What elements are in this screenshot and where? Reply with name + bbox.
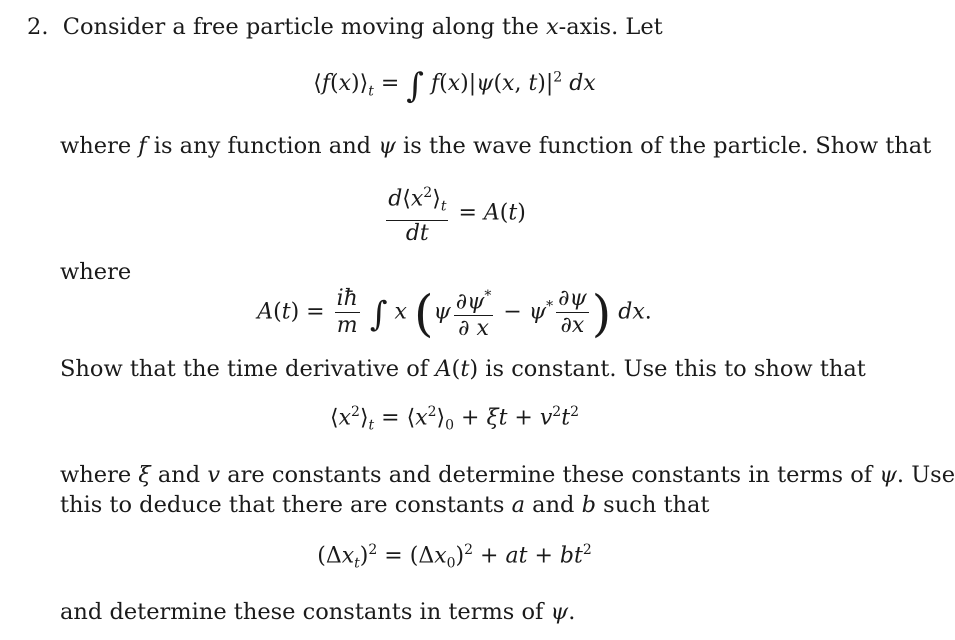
problem-intro: Consider a free particle moving along the x-axis. Let bbox=[55, 14, 663, 40]
text-constants bbox=[60, 460, 955, 520]
fraction-dpsistar-dx: $\frac{\partial\psi^*}{\partial x}$ bbox=[454, 283, 494, 342]
where-label: where bbox=[60, 259, 132, 285]
equation-dx2dt: $\frac{d⟨x^2⟩_t}{dt}$ = A(t) bbox=[0, 180, 909, 247]
equation-x2-t: $⟨x^2⟩_t$ = $⟨x^2⟩_0 + \xi t + v^2t^2$ bbox=[330, 404, 579, 434]
equation-A-definition: A(t) = $\frac{iħ}{m}$ ∫ x (ψ $\frac{\partial\psi^*}{\partial x}$ − ψ* $\frac{\partial\psi}{\partial x}$ ) dx. bbox=[257, 284, 652, 343]
fraction-ihbar-over-m: $\frac{iħ}{m}$ bbox=[336, 286, 358, 339]
fraction-dpsi-dx: $\frac{\partial\psi}{\partial x}$ bbox=[558, 286, 587, 339]
problem-intro-line bbox=[27, 12, 663, 42]
text-time-derivative: Show that the time derivative of A(t) is constant. Use this to show that bbox=[60, 356, 866, 382]
text-final: and determine these constants in terms of ψ. bbox=[60, 599, 576, 625]
problem-number: 2. bbox=[27, 14, 49, 40]
fraction-dx2dt: $\frac{d⟨x^2⟩_t}{dt}$ bbox=[386, 180, 448, 247]
text-constants-line1: where ξ and v are constants and determine these constants in terms of ψ. Use bbox=[60, 462, 955, 488]
text-show-that-1: where f is any function and ψ is the wave function of the particle. Show that bbox=[60, 133, 932, 159]
equation-expectation: $⟨f(x)⟩_t$ = ∫ f(x)|ψ(x, $t)|^2$ dx bbox=[313, 66, 596, 106]
equation-delta-x: $(\Delta x_t)^2 = (\Delta x_0)^2$ + at + $bt^2$ bbox=[317, 542, 592, 572]
text-constants-line2: this to deduce that there are constants a and b such that bbox=[60, 492, 710, 518]
